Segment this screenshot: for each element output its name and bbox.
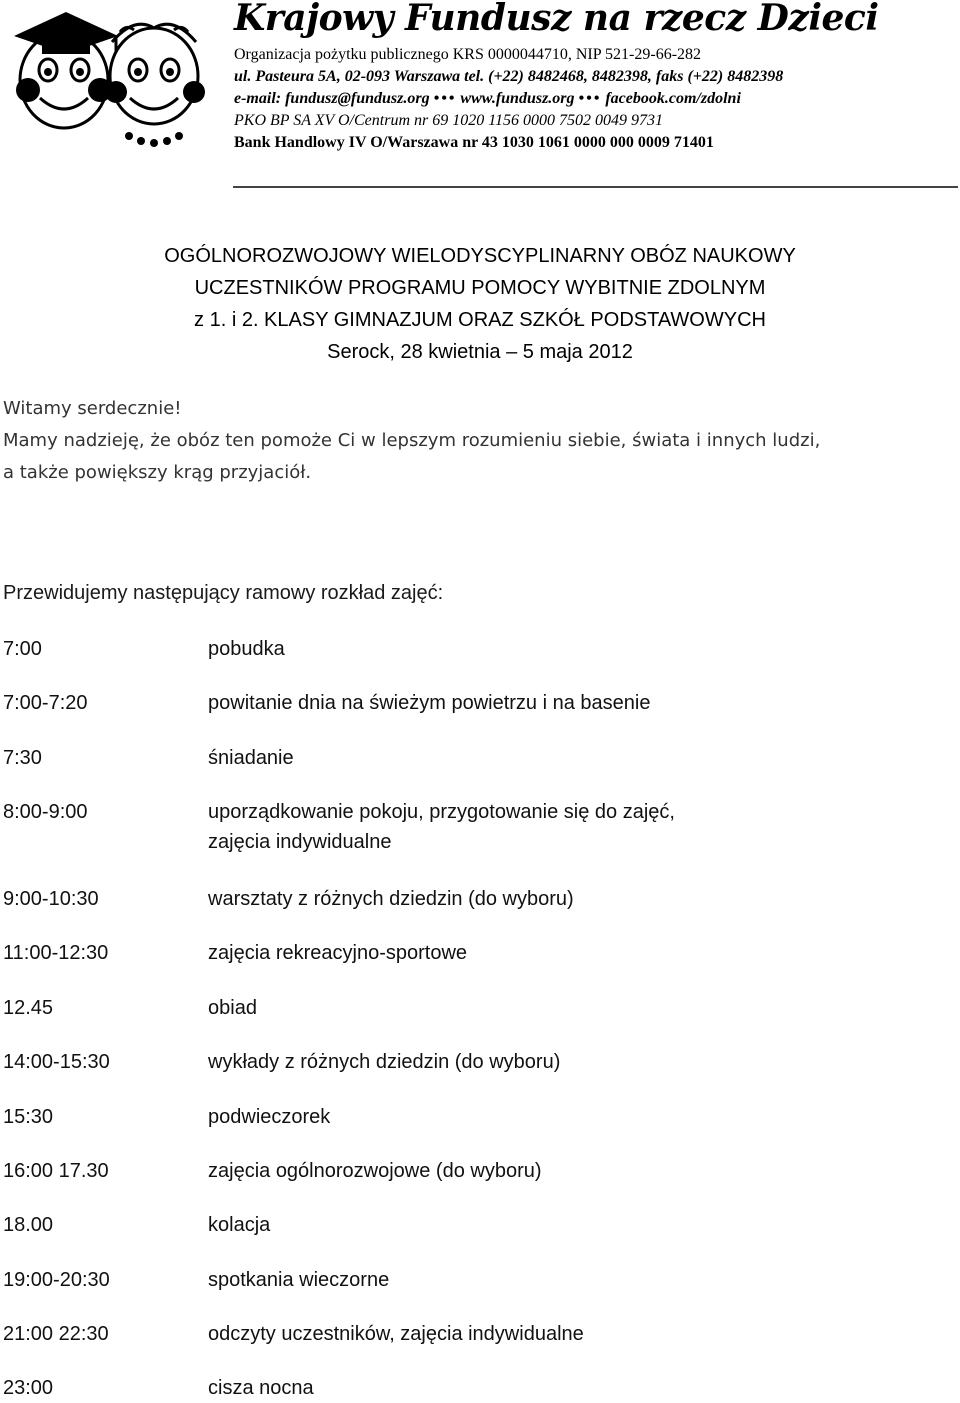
schedule-time: 7:00 [3, 638, 42, 660]
organization-subtitle: Organizacja pożytku publicznego KRS 0000044710, NIP 521-29-66-282 [234, 46, 702, 63]
schedule-time: 11:00-12:30 [3, 942, 109, 964]
schedule-time: 18.00 [3, 1214, 54, 1236]
header-divider [233, 186, 958, 188]
organization-details [234, 44, 783, 154]
letterhead [0, 0, 960, 190]
schedule-time: 7:30 [3, 747, 42, 769]
facebook-link[interactable]: facebook.com/zdolni [605, 90, 741, 107]
address-line: ul. Pasteura 5A, 02-093 Warszawa tel. (+22) 8482468, 8482398, faks (+22) 8482398 [234, 68, 784, 85]
schedule-time: 8:00-9:00 [3, 801, 88, 823]
schedule-time: 19:00-20:30 [3, 1269, 110, 1291]
schedule-time: 7:00-7:20 [3, 692, 88, 714]
schedule-activity: warsztaty z różnych dziedzin (do wyboru) [208, 888, 574, 910]
website-link[interactable]: www.fundusz.org [460, 90, 575, 107]
email-link[interactable]: e-mail: fundusz@fundusz.org [234, 90, 430, 107]
separator-dots: ••• [433, 90, 457, 107]
schedule-time: 16:00 17.30 [3, 1160, 109, 1182]
schedule-time: 12.45 [3, 997, 54, 1019]
schedule-activity: pobudka [208, 638, 285, 660]
title-line: OGÓLNOROZWOJOWY WIELODYSCYPLINARNY OBÓZ NAUKOWY [164, 245, 796, 267]
schedule-activity: cisza nocna [208, 1377, 314, 1399]
schedule-time: 9:00-10:30 [3, 888, 99, 910]
schedule-activity: zajęcia ogólnorozwojowe (do wyboru) [208, 1160, 542, 1182]
schedule-time: 21:00 22:30 [3, 1323, 109, 1345]
schedule-activity: powitanie dnia na świeżym powietrzu i na basenie [208, 692, 651, 714]
schedule-time: 23:00 [3, 1377, 54, 1399]
intro-line: Mamy nadzieję, że obóz ten pomoże Ci w lepszym rozumieniu siebie, świata i innych ludzi, [3, 430, 821, 451]
contact-line [234, 88, 783, 110]
title-line: Serock, 28 kwietnia – 5 maja 2012 [327, 341, 633, 363]
children-logo-icon [4, 2, 214, 152]
organization-name: Krajowy Fundusz na rzecz Dzieci [234, 0, 879, 39]
separator-dots: ••• [578, 90, 602, 107]
schedule-activity: uporządkowanie pokoju, przygotowanie się do zajęć, [208, 801, 675, 823]
title-line: UCZESTNIKÓW PROGRAMU POMOCY WYBITNIE ZDOLNYM [194, 277, 766, 299]
schedule-activity: odczyty uczestników, zajęcia indywidualne [208, 1323, 584, 1345]
schedule-activity: wykłady z różnych dziedzin (do wyboru) [208, 1051, 561, 1073]
schedule-activity: obiad [208, 997, 257, 1019]
schedule-time: 14:00-15:30 [3, 1051, 110, 1073]
schedule-intro: Przewidujemy następujący ramowy rozkład zajęć: [3, 582, 444, 604]
bank-account-1: PKO BP SA XV O/Centrum nr 69 1020 1156 0000 7502 0049 9731 [234, 112, 664, 129]
schedule-activity: zajęcia rekreacyjno-sportowe [208, 942, 468, 964]
schedule-activity: podwieczorek [208, 1106, 331, 1128]
schedule-activity: kolacja [208, 1214, 271, 1236]
schedule-activity: spotkania wieczorne [208, 1269, 390, 1291]
intro-line: a także powiększy krąg przyjaciół. [3, 462, 312, 483]
title-line: z 1. i 2. KLASY GIMNAZJUM ORAZ SZKÓŁ PODSTAWOWYCH [194, 309, 766, 331]
page-title [0, 240, 960, 368]
greeting: Witamy serdecznie! [3, 398, 182, 419]
schedule-activity: śniadanie [208, 747, 294, 769]
bank-account-2: Bank Handlowy IV O/Warszawa nr 43 1030 1061 0000 000 0009 71401 [234, 134, 714, 151]
schedule-time: 15:30 [3, 1106, 54, 1128]
schedule-activity-continued: zajęcia indywidualne [208, 831, 392, 853]
